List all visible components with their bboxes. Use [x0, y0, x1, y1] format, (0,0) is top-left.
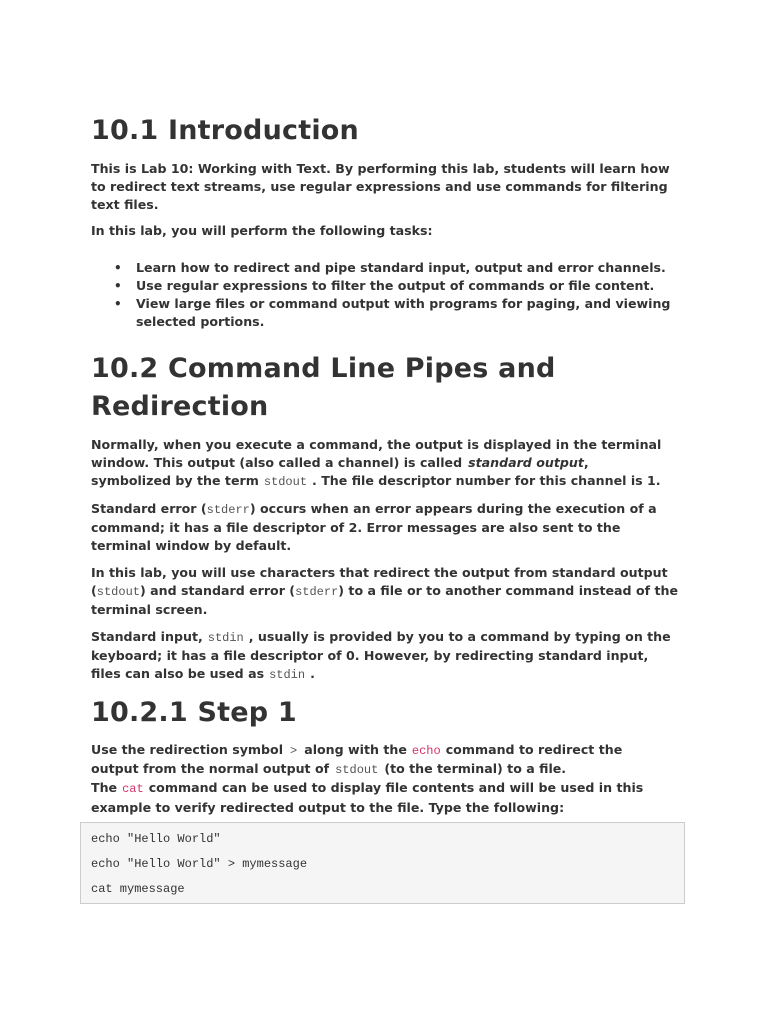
stdout-code: stdout: [335, 763, 379, 778]
stdin-code: stdin: [207, 631, 244, 645]
pipes-paragraph-stdin: Standard input, stdin , usually is provided by you to a command by typing on the keyboard; it has a file descriptor of 0. However, by redirecting standard input, files can also be used as stdin .: [91, 629, 671, 683]
list-item: • Use regular expressions to filter the output of commands or file content.: [136, 277, 681, 295]
pipes-paragraph-redirect: In this lab, you will use characters that redirect the output from standard output (stdout) and standard error (stderr) to a file or to another command instead of the terminal screen.: [91, 565, 678, 618]
pipes-heading: 10.2 Command Line Pipes and Redirection: [91, 353, 556, 422]
redirect-symbol-code: >: [290, 744, 298, 758]
stdout-code: stdout: [263, 475, 308, 490]
step1-paragraph: Use the redirection symbol > along with the echo command to redirect the output from the normal output of stdout (to the terminal) to a file. The cat command can be used to display file contents and will be used in this example to verify redirected output to the file. Type the following:: [91, 742, 644, 815]
stdout-code: stdout: [96, 585, 140, 600]
pipes-paragraph-stderr: Standard error (stderr) occurs when an error appears during the execution of a command; it has a file descriptor of 2. Error messages are also sent to the terminal window by default.: [91, 501, 657, 554]
step1-heading: 10.2.1 Step 1: [91, 697, 297, 728]
code-line[interactable]: cat mymessage: [91, 882, 185, 896]
code-line[interactable]: echo "Hello World": [91, 832, 221, 846]
standard-output-term: standard output: [468, 455, 584, 471]
intro-heading: 10.1 Introduction: [91, 115, 359, 146]
stdin-code: stdin: [269, 668, 306, 683]
task-list: [91, 259, 681, 331]
stderr-code: stderr: [206, 503, 250, 517]
code-block[interactable]: [80, 822, 685, 904]
code-line[interactable]: echo "Hello World" > mymessage: [91, 857, 308, 871]
echo-code: echo: [411, 744, 441, 758]
pipes-paragraph-stdout: Normally, when you execute a command, the output is displayed in the terminal window. This output (also called a channel) is called standard output, symbolized by the term stdout . The file descriptor number for this channel is 1.: [91, 437, 662, 490]
list-item: • Learn how to redirect and pipe standard input, output and error channels.: [136, 259, 681, 277]
intro-paragraph: This is Lab 10: Working with Text. By performing this lab, students will learn how to redirect text streams, use regular expressions and use commands for filtering text files.: [91, 161, 670, 213]
stderr-code: stderr: [295, 585, 339, 600]
tasks-intro: In this lab, you will perform the following tasks:: [91, 223, 433, 238]
cat-code: cat: [122, 782, 144, 797]
list-item: • View large files or command output with programs for paging, and viewing selected portions.: [136, 295, 681, 331]
